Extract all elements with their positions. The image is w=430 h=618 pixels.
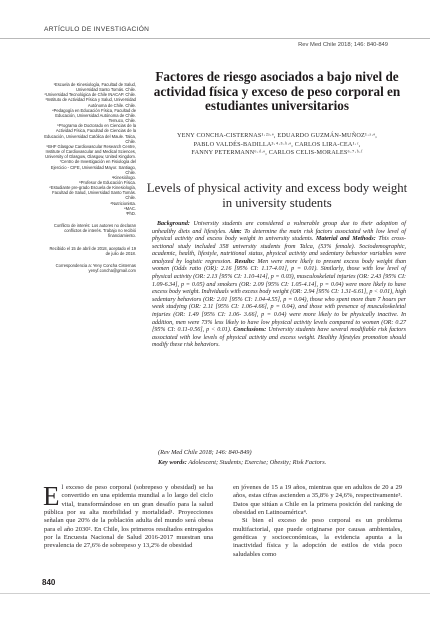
- abstract-label: Background:: [157, 221, 190, 227]
- author-line: YENY CONCHA-CISTERNAS¹·²ᵃ·ᵉ, EDUARDO GUZMÁN-MUÑOZ¹·ᵃ·ᵉ,: [176, 132, 378, 139]
- author-line: FANNY PETERMANN⁶·ᵈ·ᵉ, CARLOS CELIS-MORALES⁶·⁷·ᵇ·ᶠ: [191, 149, 363, 157]
- abstract-text: This cross-sectional study included 358 university students from Talca, (53% female). Sociodemographic, academic, health, lifestyle, nutritional status, physical activity and sedentary behavior variables were analyzed by logistic regression.: [152, 236, 406, 265]
- header-rule: [0, 38, 430, 39]
- abstract-label: Aim:: [229, 228, 242, 235]
- affiliation: ⁷Centro de Investigación en Fisiología del Ejercicio - CIFE, Universidad Mayor. Santiago, Chile.: [50, 159, 136, 175]
- body-paragraph: Si bien el exceso de peso corporal es un problema multifactorial, que puede originarse por causas ambientales, genéticas y socioeconómicas, la evidencia apunta a la inactividad física y la adopción de estilos de vida poco saludables como: [233, 517, 402, 558]
- affiliation: ᵉMAC.: [124, 205, 136, 211]
- drop-cap: E: [43, 481, 60, 511]
- abstract-text: University students have several modifiable risk factors associated with low levels of physical activity and excess weight. Healthy lifestyles promotion should modify these risk behaviors.: [152, 327, 407, 349]
- keywords: [158, 459, 408, 466]
- correspondence: Correspondencia a: Yeny Concha Cisternas yenyf.concha@gmail.com: [55, 262, 136, 273]
- english-title: Levels of physical activity and excess body weight in university students: [146, 181, 408, 210]
- spanish-title: Factores de riesgo asociados a bajo nivel de actividad física y exceso de peso corporal en estudiantes universitarios: [153, 69, 401, 114]
- abstract-text: University students are considered a vulnerable group due to their adoption of unhealthy diets and lifestyles.: [152, 221, 406, 235]
- page-number: 840: [42, 578, 56, 587]
- footer-rule: [0, 593, 430, 594]
- body-column-right: [233, 484, 402, 559]
- citation: (Rev Med Chile 2018; 146: 840-849): [158, 449, 252, 456]
- abstract-text: To determine the main risk factors associated with low level of physical activity and excess body weight in university students.: [152, 228, 406, 243]
- affiliation: ²Universidad Tecnológica de Chile INACAP. Chile.: [44, 92, 136, 98]
- journal-reference: Rev Med Chile 2018; 146: 840-849: [298, 42, 388, 48]
- section-label: ARTÍCULO DE INVESTIGACIÓN: [44, 26, 150, 33]
- body-paragraph: en jóvenes de 15 a 19 años, mientras que en adultos de 20 a 29 años, estas cifras ascienden a 35,8% y 24,6%, respectivamente³. Datos que sitúan a Chile en la primera posición del ranking de obesidad en Latinoamérica⁴.: [233, 484, 402, 517]
- affiliation: ᶜEstudiante pre-grado Escuela de Kinesiología, Facultad de Salud, Universidad Santo Tomás. Chile.: [49, 185, 136, 201]
- affiliation: ⁴Pedagogía en Educación Física, Facultad de Educación, Universidad Autónoma de Chile. Temuco, Chile.: [51, 107, 136, 124]
- received-dates: Recibido el 15 de abril de 2018, aceptado el 19 de julio de 2018.: [49, 245, 136, 256]
- abstract-text: Men were more likely to present excess body weight than women (Odds ratio (OR): 2.16 [95% CI: 1.17-4.01], p = 0.01). Similarly, those with low level of physical activity (OR: 2.13 [95% CI: 1.10-414], p = 0.03), musculoskeletal injuries (OR: 2.43 [95% CI: 1.09-6.34], p = 0.05) and smokers (OR: 2.09 [95% CI: 1.05-4.14], p = 0.04) were more likely to have excess body weight. Individuals with excess body weight (OR: 2.94 [95% CI: 1.31-6.61], p < 0.01), high sedentary behaviors (OR: 2.01 [95% CI: 1.04-4.55], p = 0.04), those who spent more than 7 hours per week studying (OR: 2.11 [95% CI: 1.06-4.66], p = 0.04), and those with presence of musculoskeletal injuries (OR: 1.49 [95% CI: 1.06- 3.66], p = 0.04) were more likely to be physically inactive. In addition, men were 73% less likely to have low physical activity levels compared to women (OR: 0.27 [95% CI: 0.11-0.56], p < 0.01).: [152, 258, 406, 334]
- abstract-label: Conclusions:: [233, 327, 267, 334]
- abstract-label: Results:: [234, 258, 255, 265]
- affiliation: ¹Escuela de Kinesiología, Facultad de Salud, Universidad Santo Tomás. Chile.: [53, 82, 136, 93]
- affiliation: ᶠPhD.: [125, 210, 136, 216]
- abstract: [152, 221, 406, 350]
- author-line: PABLO VALDÉS-BADILLA³·⁴·⁵·ᵇ·ᵉ, CARLOS LIRA-CEA¹·ᶜ,: [193, 140, 361, 148]
- affiliation: ⁶BHF Glasgow Cardiovascular Research Centre, Institute of Cardiovascular and Medical Sciences, University of Glasgow, Glasgow, United Kingdom.: [45, 143, 136, 160]
- keywords-label: Key words:: [158, 459, 187, 466]
- author-list: [146, 132, 408, 158]
- body-text: l exceso de peso corporal (sobrepeso y obesidad) se ha convertido en una epidemia mundial a lo largo del ciclo vital, transformándose en un gran desafío para la salud pública por su alta morbilidad y mortalidad¹. Proyecciones señalan que 20% de la población adulta del mundo será obesa para el año 2030². En Chile, los primeros resultados entregados por la Encuesta Nacional de Salud 2016-2017 muestran una prevalencia de 27,6% de sobrepeso y 13,2% de obesidad: [44, 484, 213, 550]
- affiliation: ³Instituto de Actividad Física y Salud, Universidad Autónoma de Chile. Chile.: [45, 97, 136, 108]
- affiliation: ᵇProfesor de Educación Física.: [79, 179, 136, 185]
- affiliations-column: [44, 82, 136, 273]
- keywords-text: Adolescent; Students; Exercise; Obesity; Risk Factors.: [186, 459, 327, 466]
- affiliation: ᵃKinesiólogo.: [111, 174, 136, 180]
- abstract-label: Material and Methods:: [316, 236, 376, 243]
- affiliation: ⁵Programa de Doctorado en Ciencias de la Actividad Física, Facultad de Ciencias de la Educación, Universidad Católica del Maule. Talca, Chile.: [44, 123, 136, 144]
- affiliation: ᵈNutricionista.: [110, 200, 136, 206]
- conflict-statement: Conflicto de interés: Los autores no declaran conflictos de interés. Trabajo no recibió financiamiento.: [53, 223, 136, 239]
- body-paragraph: [43, 481, 213, 551]
- body-column-left: [43, 481, 213, 551]
